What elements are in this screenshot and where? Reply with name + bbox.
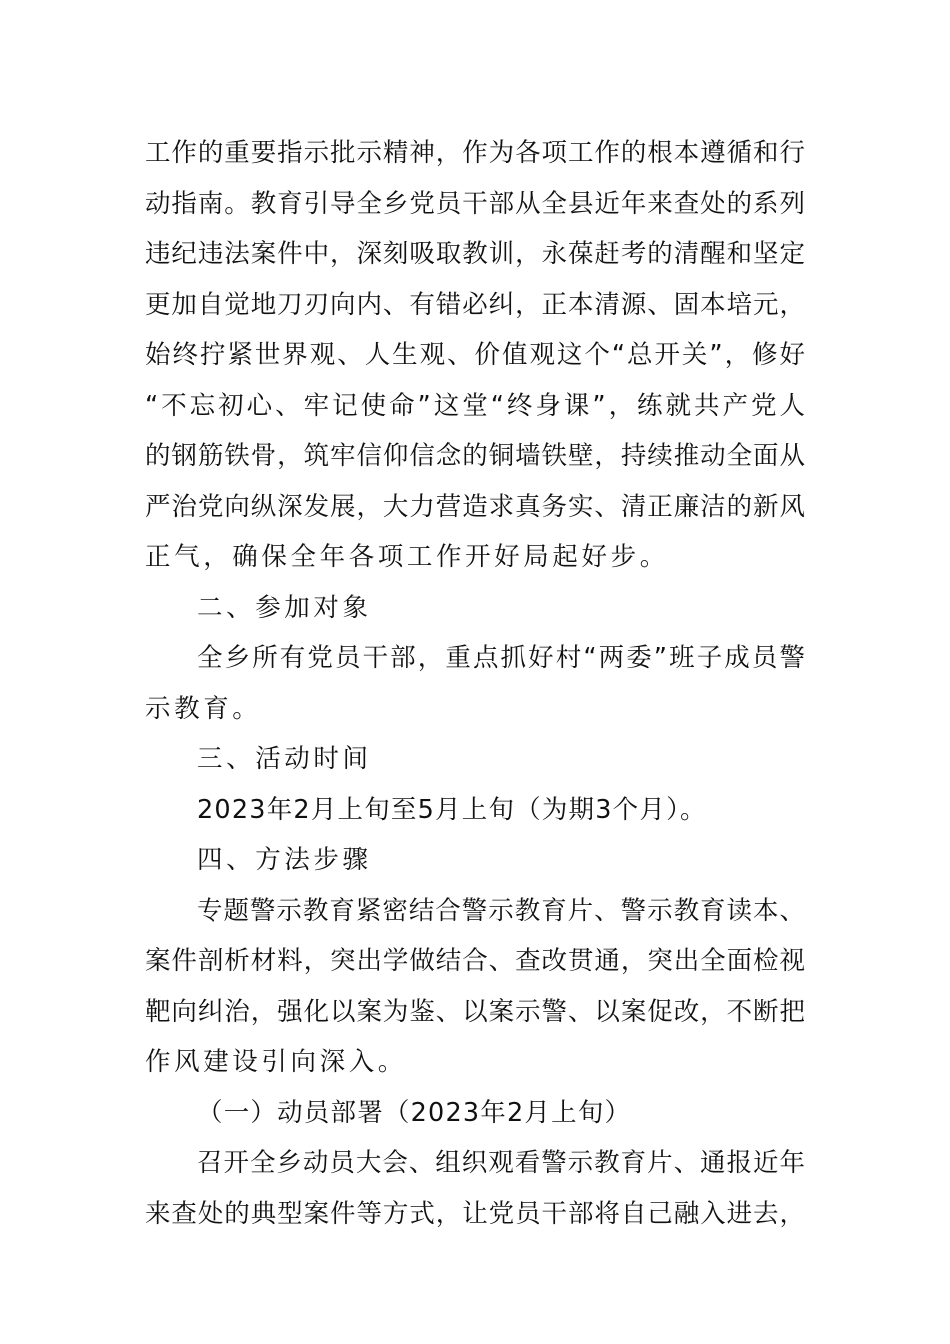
subsection-heading-mobilization: （一）动员部署（2023年2月上旬） — [197, 1097, 632, 1128]
paragraph-line: 正气，确保全年各项工作开好局起好步。 — [145, 542, 669, 572]
paragraph-line: 示教育。 — [145, 693, 262, 724]
section-heading-time: 三、活动时间 — [197, 744, 372, 774]
activity-period: 2023年2月上旬至5月上旬（为期3个月）。 — [197, 794, 707, 825]
paragraph-line: 严治党向纵深发展，大力营造求真务实、清正廉洁的新风 — [145, 491, 805, 522]
paragraph-line: 始终拧紧世界观、人生观、价值观这个“总开关”，修好 — [145, 340, 805, 370]
paragraph-line: 来查处的典型案件等方式，让党员干部将自己融入进去， — [145, 1198, 805, 1229]
paragraph-line: 作风建设引向深入。 — [145, 1047, 407, 1077]
paragraph-line: 的钢筋铁骨，筑牢信仰信念的铜墙铁壁，持续推动全面从 — [145, 441, 805, 471]
paragraph-line: 案件剖析材料，突出学做结合、查改贯通，突出全面检视 — [145, 946, 805, 976]
section-heading-methods: 四、方法步骤 — [197, 845, 372, 875]
paragraph-line: 动指南。教育引导全乡党员干部从全县近年来查处的系列 — [145, 188, 805, 219]
paragraph-line: 全乡所有党员干部，重点抓好村“两委”班子成员警 — [197, 643, 805, 673]
section-heading-participants: 二、参加对象 — [197, 592, 372, 623]
paragraph-line: 靶向纠治，强化以案为鉴、以案示警、以案促改，不断把 — [145, 996, 805, 1027]
paragraph-line: 召开全乡动员大会、组织观看警示教育片、通报近年 — [197, 1148, 805, 1178]
paragraph-line: 专题警示教育紧密结合警示教育片、警示教育读本、 — [197, 895, 805, 926]
paragraph-line: 更加自觉地刀刃向内、有错必纠，正本清源、固本培元， — [145, 289, 805, 320]
document-body — [145, 128, 805, 1239]
paragraph-line: 违纪违法案件中，深刻吸取教训，永葆赶考的清醒和坚定 — [145, 239, 805, 269]
paragraph-line: “不忘初心、牢记使命”这堂“终身课”，练就共产党人 — [145, 390, 805, 421]
paragraph-line: 工作的重要指示批示精神，作为各项工作的根本遵循和行 — [145, 138, 805, 168]
